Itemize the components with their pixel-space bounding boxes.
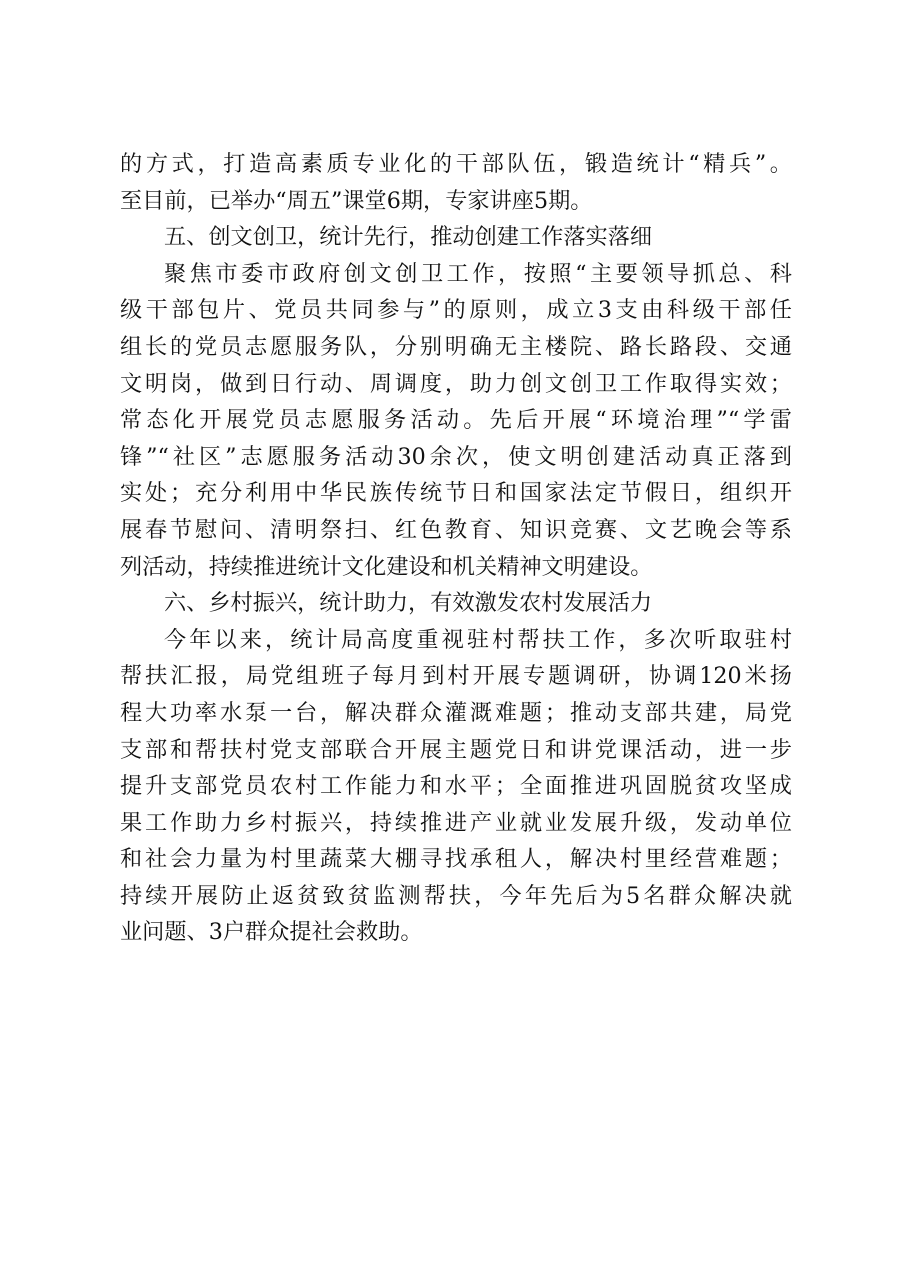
paragraph-line: 列活动，持续推进统计文化建设和机关精神文明建设。: [120, 553, 653, 580]
paragraph-line: 今年以来，统计局高度重视驻村帮扶工作，多次听取驻村: [164, 626, 792, 653]
paragraph-line: 果工作助力乡村振兴，持续推进产业就业发展升级，发动单位: [120, 809, 792, 836]
paragraph-line: 级干部包片、党员共同参与”的原则，成立3支由科级干部任: [120, 297, 792, 324]
paragraph-line: 聚焦市委市政府创文创卫工作，按照“主要领导抓总、科: [164, 260, 792, 287]
paragraph-line: 实处；充分利用中华民族传统节日和国家法定节假日，组织开: [120, 480, 792, 507]
paragraph-line: 业问题、3户群众提社会救助。: [120, 919, 423, 946]
paragraph-line: 至目前，已举办“周五”课堂6期，专家讲座5期。: [120, 187, 593, 214]
section-heading: 六、乡村振兴，统计助力，有效激发农村发展活力: [164, 590, 653, 617]
paragraph-line: 锋”“社区”志愿服务活动30余次，使文明创建活动真正落到: [120, 443, 792, 470]
paragraph-line: 持续开展防止返贫致贫监测帮扶，今年先后为5名群众解决就: [120, 882, 792, 909]
paragraph-line: 展春节慰问、清明祭扫、红色教育、知识竞赛、文艺晚会等系: [120, 516, 792, 543]
paragraph-line: 和社会力量为村里蔬菜大棚寻找承租人，解决村里经营难题；: [120, 846, 792, 873]
paragraph-line: 提升支部党员农村工作能力和水平；全面推进巩固脱贫攻坚成: [120, 773, 792, 800]
paragraph-line: 文明岗，做到日行动、周调度，助力创文创卫工作取得实效；: [120, 370, 792, 397]
paragraph-line: 组长的党员志愿服务队，分别明确无主楼院、路长路段、交通: [120, 333, 792, 360]
section-heading: 五、创文创卫，统计先行，推动创建工作落实落细: [164, 224, 653, 251]
paragraph-line: 程大功率水泵一台，解决群众灌溉难题；推动支部共建，局党: [120, 699, 792, 726]
paragraph-line: 的方式，打造高素质专业化的干部队伍，锻造统计“精兵”。: [120, 151, 792, 177]
document-body: [120, 146, 792, 951]
paragraph-line: 帮扶汇报，局党组班子每月到村开展专题调研，协调120米扬: [120, 663, 792, 690]
paragraph-line: 支部和帮扶村党支部联合开展主题党日和讲党课活动，进一步: [120, 736, 792, 763]
paragraph-line: 常态化开展党员志愿服务活动。先后开展“环境治理”“学雷: [120, 407, 792, 434]
